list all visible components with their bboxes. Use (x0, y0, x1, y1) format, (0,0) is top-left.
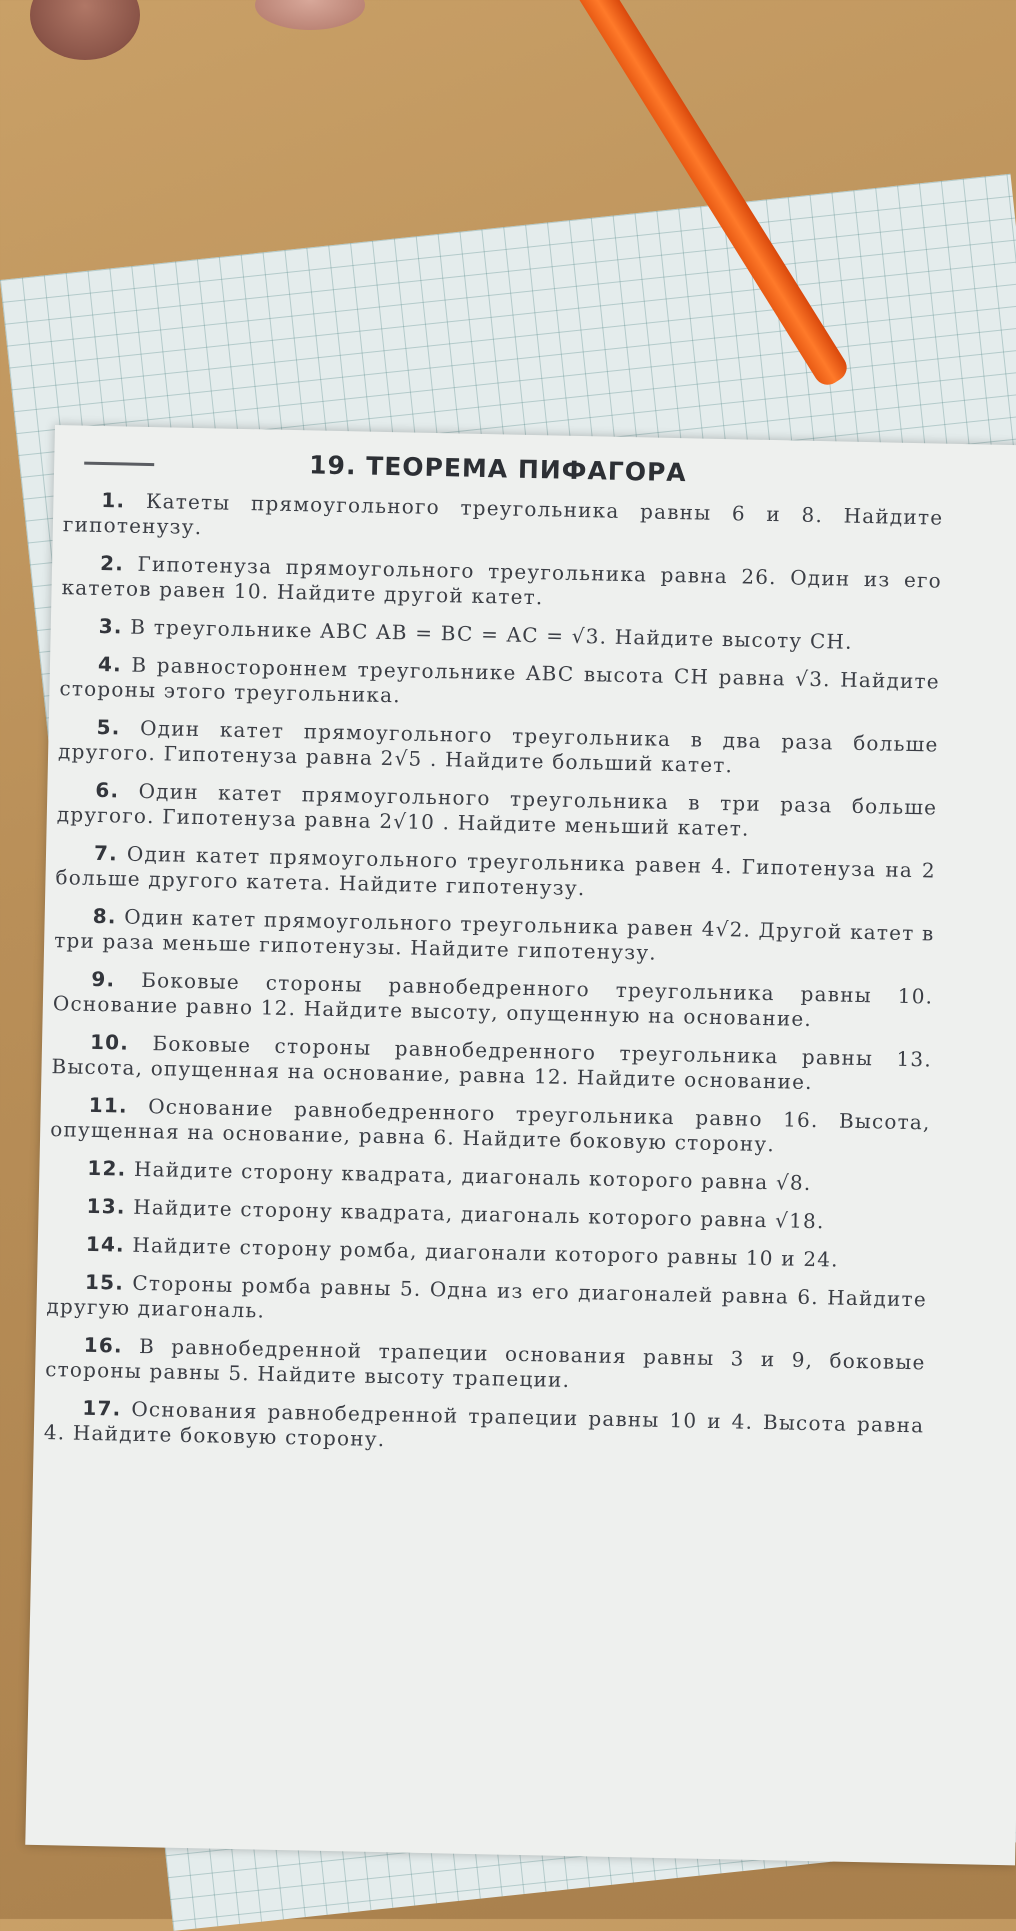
problem-list (33, 487, 943, 1476)
problem-number: 17. (82, 1395, 122, 1421)
fingers-tip (255, 0, 365, 30)
problem-11 (40, 1092, 931, 1161)
problem-text: В равнобедренной трапеции основания равны 3 и 9, боковые стороны равны 5. Найдите высоту трапеции. (44, 1333, 926, 1392)
problem-text: Боковые стороны равнобедренного треугольника равны 13. Высота, опущенная на основание, равна 12. Найдите основание. (51, 1031, 933, 1095)
problem-number: 6. (95, 777, 120, 803)
problem-number: 14. (85, 1231, 126, 1257)
problem-number: 9. (91, 966, 116, 992)
problem-17 (34, 1395, 925, 1464)
problem-number: 1. (101, 487, 126, 513)
problem-text: Один катет прямоугольного треугольника в три раза больше другого. Гипотенуза равна 2√10 . Найдите меньший катет. (56, 778, 938, 841)
problem-13 (38, 1193, 928, 1237)
problem-text: Стороны ромба равны 5. Одна из его диагоналей равна 6. Найдите другую диагональ. (46, 1270, 928, 1323)
problem-5 (48, 714, 939, 783)
problem-8 (44, 903, 935, 972)
problem-text: Один катет прямоугольного треугольника равен 4√2. Другой катет в три раза меньше гипотенузы. Найдите гипотенузу. (53, 904, 935, 965)
problem-number: 3. (98, 613, 123, 639)
textbook-page (25, 425, 1016, 1865)
problem-7 (45, 840, 936, 909)
problem-number: 15. (84, 1269, 125, 1295)
problem-number: 8. (92, 903, 117, 929)
problem-14 (38, 1231, 928, 1275)
problem-6 (47, 777, 938, 846)
problem-text: Боковые стороны равнобедренного треугольника равны 10. Основание равно 12. Найдите высоту, опущенную на основание. (52, 967, 934, 1031)
problem-number: 10. (89, 1029, 130, 1055)
problem-number: 5. (96, 714, 121, 740)
problem-number: 7. (93, 840, 119, 866)
problem-text: Найдите сторону квадрата, диагональ которого равна √8. (133, 1156, 812, 1196)
problem-text: Основания равнобедренной трапеции равны 10 и 4. Высота равна 4. Найдите боковую сторону. (43, 1396, 925, 1452)
problem-15 (36, 1269, 927, 1338)
problem-text: Найдите сторону квадрата, диагональ которого равна √18. (132, 1194, 825, 1234)
problem-number: 12. (87, 1155, 127, 1181)
problem-1 (53, 487, 944, 556)
fingers (30, 0, 140, 60)
problem-text: Катеты прямоугольного треугольника равны 6 и 8. Найдите гипотенузу. (62, 488, 944, 540)
problem-text: Один катет прямоугольного треугольника равен 4. Гипотенуза на 2 больше другого катета. Найдите гипотенузу. (55, 841, 937, 901)
problem-12 (39, 1155, 929, 1199)
problem-number: 13. (86, 1193, 126, 1219)
problem-16 (35, 1332, 926, 1401)
problem-text: Гипотенуза прямоугольного треугольника равна 26. Один из его катетов равен 10. Найдите другой катет. (61, 551, 943, 610)
problem-number: 16. (83, 1332, 124, 1358)
problem-text: Найдите сторону ромба, диагонали которого равны 10 и 24. (132, 1232, 840, 1272)
problem-number: 4. (97, 651, 123, 677)
problem-10 (41, 1029, 932, 1098)
problem-number: 11. (88, 1092, 129, 1118)
problem-text: В треугольнике ABC AB = BC = AC = √3. Найдите высоту CH. (130, 614, 853, 654)
problem-text: Один катет прямоугольного треугольника в два раза больше другого. Гипотенуза равна 2√5 . Найдите больший катет. (57, 715, 939, 778)
problem-3 (51, 613, 941, 657)
problem-9 (43, 966, 934, 1035)
problem-number: 2. (99, 550, 125, 576)
problem-text: Основание равнобедренного треугольника равно 16. Высота, опущенная на основание, равна 6. Найдите боковую сторону. (50, 1094, 931, 1157)
page-title: 19. ТЕОРЕМА ПИФАГОРА (308, 450, 687, 488)
problem-2 (51, 550, 942, 619)
header-rule (84, 462, 154, 466)
problem-4 (49, 651, 940, 720)
problem-text: В равностороннем треугольнике ABC высота CH равна √3. Найдите стороны этого треугольника. (59, 652, 941, 708)
